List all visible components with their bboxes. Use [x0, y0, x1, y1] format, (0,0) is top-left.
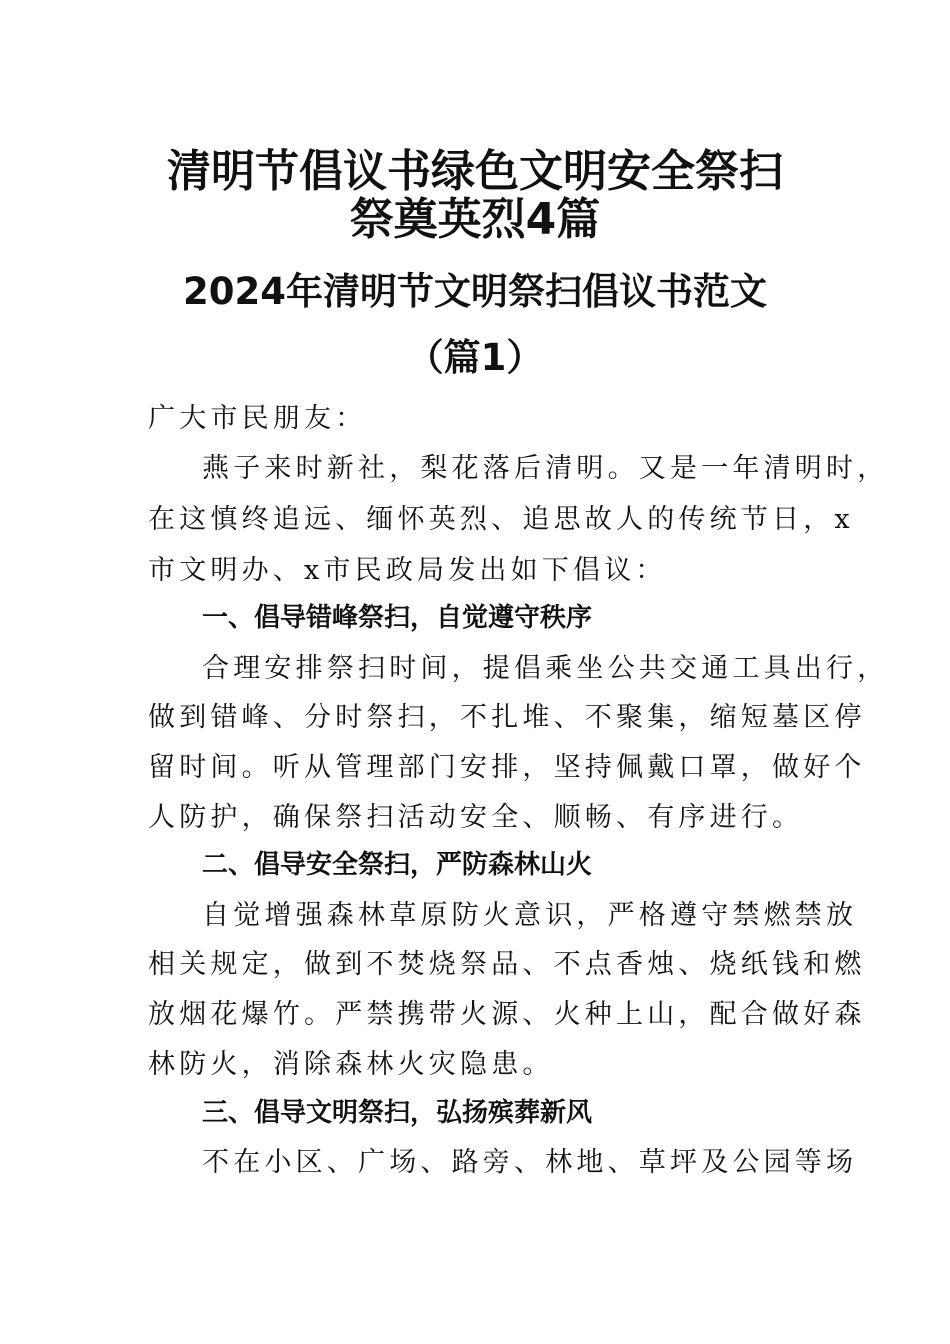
section-1-line: 人防护，确保祭扫活动安全、顺畅、有序进行。 [148, 802, 804, 833]
section-2-line: 放烟花爆竹。严禁携带火源、火种上山，配合做好森 [148, 999, 866, 1030]
document-title-line-2: 祭奠英烈4篇 [349, 194, 601, 245]
section-1-line: 合理安排祭扫时间，提倡乘坐公共交通工具出行， [202, 653, 889, 684]
part-label: （篇1） [406, 336, 544, 379]
section-3-line: 不在小区、广场、路旁、林地、草坪及公园等场 [202, 1147, 858, 1178]
intro-line: 市文明办、x市民政局发出如下倡议： [148, 555, 667, 586]
intro-line: 在这慎终追远、缅怀英烈、追思故人的传统节日，x [148, 504, 854, 535]
salutation: 广大市民朋友： [148, 403, 367, 434]
section-2-line: 自觉增强森林草原防火意识，严格遵守禁燃禁放 [202, 900, 858, 931]
section-heading-3: 三、倡导文明祭扫，弘扬殡葬新风 [202, 1098, 593, 1128]
section-2-line: 相关规定，做到不焚烧祭品、不点香烛、烧纸钱和燃 [148, 949, 866, 980]
document-subtitle: 2024年清明节文明祭扫倡议书范文 [183, 270, 767, 313]
section-1-line: 留时间。听从管理部门安排，坚持佩戴口罩，做好个 [148, 752, 866, 783]
section-heading-2: 二、倡导安全祭扫，严防森林山火 [202, 850, 593, 880]
intro-line: 燕子来时新社，梨花落后清明。又是一年清明时， [202, 453, 889, 484]
section-heading-1: 一、倡导错峰祭扫，自觉遵守秩序 [202, 603, 593, 633]
section-1-line: 做到错峰、分时祭扫，不扎堆、不聚集，缩短墓区停 [148, 702, 866, 733]
section-2-line: 林防火，消除森林火灾隐患。 [148, 1049, 554, 1080]
document-title-line-1: 清明节倡议书绿色文明安全祭扫 [167, 146, 783, 197]
